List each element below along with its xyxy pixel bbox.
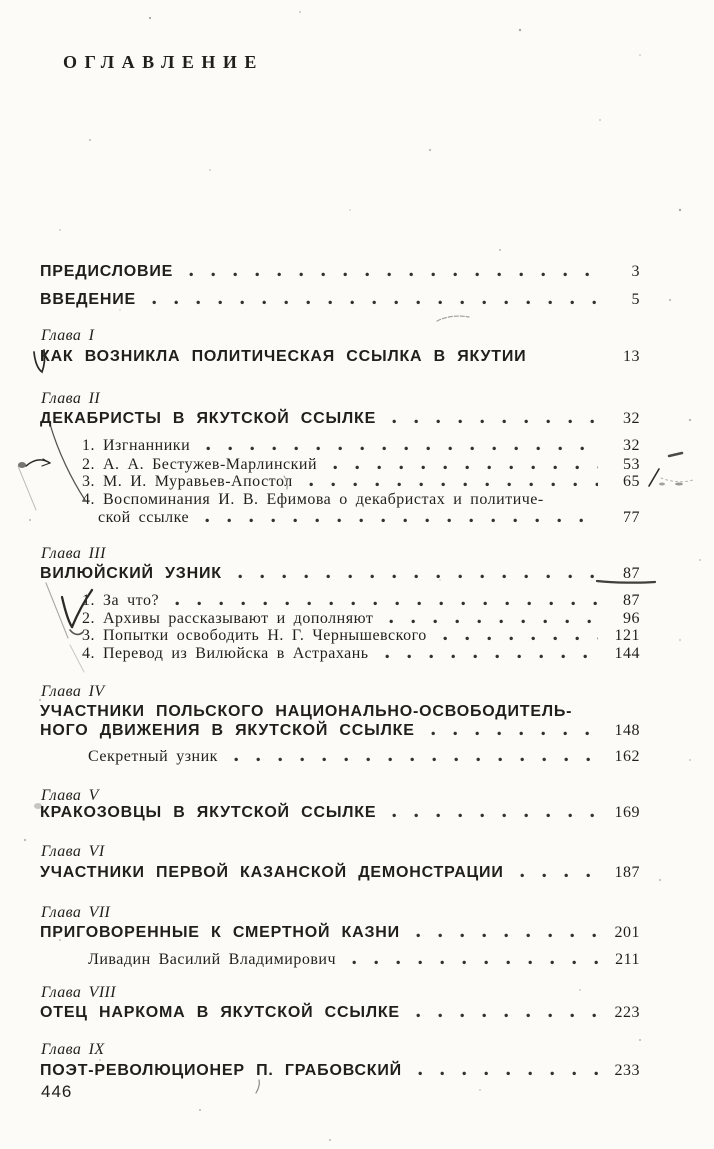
toc-entry-page: 87 — [623, 592, 640, 609]
dot-leader — [175, 601, 598, 606]
pen-stroke-annotation — [18, 466, 36, 510]
toc-entry — [40, 591, 640, 610]
toc-entry-label: 1. Изгнанники — [82, 437, 191, 454]
dot-leader — [418, 1071, 598, 1076]
toc-entry-continuation — [40, 508, 640, 527]
dot-leader — [431, 731, 598, 736]
chapter-title: ПРИГОВОРЕННЫЕ К СМЕРТНОЙ КАЗНИ — [40, 924, 400, 941]
toc-entry-label: 4. Воспоминания И. В. Ефимова о декабристах и политиче- — [82, 491, 544, 508]
slash-annotation — [649, 469, 659, 486]
toc-entry — [40, 490, 640, 509]
toc-entry — [40, 626, 640, 645]
chapter-label: Глава III — [41, 545, 106, 562]
toc-entry-page: 233 — [614, 1062, 640, 1079]
dot-leader — [392, 419, 598, 424]
toc-entry-page: 87 — [623, 565, 640, 582]
toc-entry-page: 169 — [614, 804, 640, 821]
toc-entry — [40, 644, 640, 663]
toc-entry-page: 223 — [614, 1004, 640, 1021]
chapter-title: ВИЛЮЙСКИЙ УЗНИК — [40, 565, 222, 582]
toc-entry — [40, 262, 640, 281]
toc-entry — [40, 863, 640, 882]
toc-entry-label: 4. Перевод из Вилюйска в Астрахань — [82, 645, 369, 662]
chapter-title: ДЕКАБРИСТЫ В ЯКУТСКОЙ ССЫЛКЕ — [40, 410, 377, 427]
chapter-title: НОГО ДВИЖЕНИЯ В ЯКУТСКОЙ ССЫЛКЕ — [40, 722, 415, 739]
toc-entry-label: ВВЕДЕНИЕ — [40, 291, 136, 308]
toc-entry — [40, 702, 640, 721]
chapter-label: Глава V — [41, 787, 99, 804]
toc-entry-page: 211 — [615, 951, 640, 968]
toc-entry — [40, 803, 640, 822]
toc-entry-page: 187 — [614, 864, 640, 881]
dot-leader — [189, 272, 598, 277]
dot-leader — [443, 636, 598, 641]
toc-entry — [40, 1061, 640, 1080]
toc-entry-label: 1. За что? — [82, 592, 160, 609]
toc-entry — [40, 564, 640, 583]
toc-entry-label: 2. А. А. Бестужев-Марлинский — [82, 456, 318, 473]
toc-entry-label: ПРЕДИСЛОВИЕ — [40, 263, 174, 280]
chapter-title: УЧАСТНИКИ ПОЛЬСКОГО НАЦИОНАЛЬНО-ОСВОБОДИТЕЛЬ- — [40, 703, 573, 720]
toc-entry — [40, 1003, 640, 1022]
toc-entry-label: Секретный узник — [88, 748, 218, 765]
toc-entry-continuation — [40, 721, 640, 740]
tick-annotation — [256, 1080, 259, 1093]
toc-entry-page: 144 — [614, 645, 640, 662]
toc-entry — [40, 347, 640, 366]
toc-entry-page: 162 — [614, 748, 640, 765]
dot-leader — [333, 465, 598, 470]
dash-annotation — [669, 453, 682, 456]
toc-entry-page: 32 — [623, 410, 640, 427]
toc-entry-page: 201 — [614, 924, 640, 941]
dot-leader — [416, 1013, 598, 1018]
toc-entry — [40, 409, 640, 428]
toc-entry-label: 3. Попытки освободить Н. Г. Чернышевского — [82, 627, 427, 644]
dot-leader — [416, 933, 598, 938]
folio-page-number: 446 — [41, 1082, 73, 1101]
toc-entry-page: 53 — [623, 456, 640, 473]
chapter-label: Глава IX — [41, 1041, 105, 1058]
toc-entry — [40, 472, 640, 491]
page-title: ОГЛАВЛЕНИЕ — [63, 52, 264, 72]
toc-entry-label: Ливадин Василий Владимирович — [88, 951, 336, 968]
chapter-label: Глава VII — [41, 904, 111, 921]
dot-leader — [206, 446, 598, 451]
toc-entry — [40, 950, 640, 969]
dot-leader — [205, 518, 598, 523]
chapter-title: КАК ВОЗНИКЛА ПОЛИТИЧЕСКАЯ ССЫЛКА В ЯКУТИИ — [40, 348, 527, 365]
toc-entry-label: ской ссылке — [98, 509, 190, 526]
dot-leader — [238, 574, 598, 579]
pencil-dash-annotation — [437, 316, 469, 321]
toc-entry — [40, 290, 640, 309]
dot-leader — [352, 960, 598, 965]
toc-entry — [40, 923, 640, 942]
toc-entry-label: 3. М. И. Муравьев-Апостол — [82, 473, 293, 490]
chapter-title: КРАКОЗОВЦЫ В ЯКУТСКОЙ ССЫЛКЕ — [40, 804, 377, 821]
toc-entry — [40, 436, 640, 455]
chapter-title: ОТЕЦ НАРКОМА В ЯКУТСКОЙ ССЫЛКЕ — [40, 1004, 400, 1021]
dot-leader — [385, 654, 598, 659]
chapter-label: Глава VI — [41, 843, 105, 860]
toc-entry-page: 77 — [623, 509, 640, 526]
toc-entry-page: 65 — [623, 473, 640, 490]
toc-entry-page: 32 — [623, 437, 640, 454]
chapter-title: ПОЭТ-РЕВОЛЮЦИОНЕР П. ГРАБОВСКИЙ — [40, 1062, 402, 1079]
dot-leader — [234, 757, 598, 762]
chapter-label: Глава VIII — [41, 984, 117, 1001]
toc-entry-page: 13 — [623, 348, 640, 365]
toc-entry-page: 148 — [614, 722, 640, 739]
dot-leader — [392, 813, 598, 818]
chapter-label: Глава IV — [41, 683, 105, 700]
dot-leader — [152, 300, 598, 305]
dot-leader — [309, 482, 598, 487]
toc-entry-page: 96 — [623, 610, 640, 627]
chapter-label: Глава II — [41, 390, 101, 407]
toc-entry-page: 3 — [631, 263, 640, 280]
dot-leader — [389, 619, 598, 624]
toc-entry — [40, 747, 640, 766]
dot-leader — [520, 873, 598, 878]
toc-entry-page: 5 — [631, 291, 640, 308]
toc-entry-label: 2. Архивы рассказывают и дополняют — [82, 610, 374, 627]
squiggle-annotation — [661, 478, 693, 482]
spacer — [542, 357, 598, 362]
chapter-label: Глава I — [41, 327, 95, 344]
toc-entry-page: 121 — [614, 627, 640, 644]
chapter-title: УЧАСТНИКИ ПЕРВОЙ КАЗАНСКОЙ ДЕМОНСТРАЦИИ — [40, 864, 504, 881]
